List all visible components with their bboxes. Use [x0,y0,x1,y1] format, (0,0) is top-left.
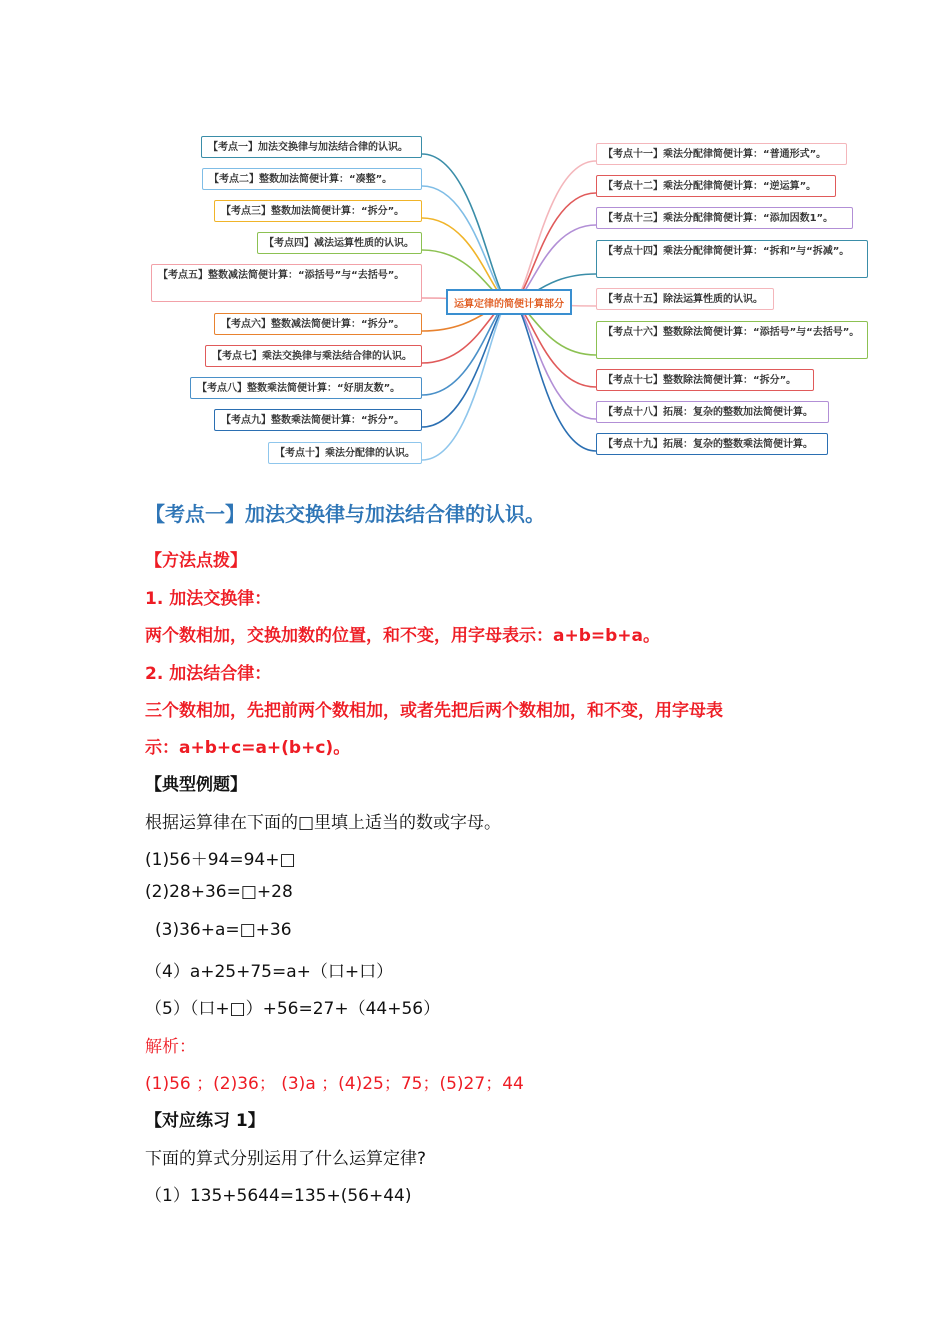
question-4: （4）a+25+75=a+（口+口） [145,962,394,982]
rule2-text-line1: 三个数相加，先把前两个数相加，或者先把后两个数相加，和不变，用字母表 [145,701,723,721]
connector-left-9 [422,302,510,427]
mind-map-node-left-8: 【考点八】整数乘法简便计算：“好朋友数”。 [190,377,422,399]
connector-left-2 [422,186,510,302]
rule1-text: 两个数相加，交换加数的位置，和不变，用字母表示：a+b=b+a。 [145,626,661,646]
mind-map-node-right-9: 【考点十九】拓展：复杂的整数乘法简便计算。 [596,433,828,455]
method-title: 【方法点拨】 [145,551,247,571]
example-prompt: 根据运算律在下面的□里填上适当的数或字母。 [145,813,502,833]
mind-map-node-right-3: 【考点十三】乘法分配律简便计算：“添加因数1”。 [596,207,853,229]
mind-map-node-right-2: 【考点十二】乘法分配律简便计算：“逆运算”。 [596,175,836,197]
question-3: (3)36+a=□+36 [155,920,292,940]
mind-map-node-left-10: 【考点十】乘法分配律的认识。 [268,442,422,464]
rule1-title: 1. 加法交换律： [145,589,272,609]
question-2: (2)28+36=□+28 [145,882,293,902]
mind-map [0,0,950,480]
mind-map-center: 运算定律的简便计算部分 [446,289,572,315]
analysis-label: 解析： [145,1037,196,1057]
example-title: 【典型例题】 [145,775,247,795]
mind-map-node-right-6: 【考点十六】整数除法简便计算：“添括号”与“去括号”。 [596,321,868,359]
rule2-text-line2: 示：a+b+c=a+(b+c)。 [145,738,351,758]
rule2-title: 2. 加法结合律： [145,664,272,684]
question-5: （5）（口+□）+56=27+（44+56） [145,999,441,1019]
practice-item-1: （1）135+5644=135+(56+44) [145,1186,412,1206]
mind-map-node-right-8: 【考点十八】拓展：复杂的整数加法简便计算。 [596,401,829,423]
mind-map-node-left-4: 【考点四】减法运算性质的认识。 [257,232,422,254]
mind-map-node-left-6: 【考点六】整数减法简便计算：“拆分”。 [214,313,422,335]
connector-right-2 [512,193,596,302]
mind-map-node-left-7: 【考点七】乘法交换律与乘法结合律的认识。 [205,345,422,367]
connector-right-9 [512,302,596,451]
practice-title: 【对应练习 1】 [145,1111,265,1131]
mind-map-node-left-1: 【考点一】加法交换律与加法结合律的认识。 [201,136,422,158]
section-heading: 【考点一】加法交换律与加法结合律的认识。 [145,502,545,526]
practice-prompt: 下面的算式分别运用了什么运算定律? [145,1149,427,1169]
mind-map-node-left-3: 【考点三】整数加法简便计算：“拆分”。 [214,200,422,222]
mind-map-node-right-5: 【考点十五】除法运算性质的认识。 [596,288,774,310]
connector-right-8 [512,302,596,419]
mind-map-node-left-9: 【考点九】整数乘法简便计算：“拆分”。 [214,409,422,431]
mind-map-node-left-5: 【考点五】整数减法简便计算：“添括号”与“去括号”。 [151,264,422,302]
mind-map-node-right-7: 【考点十七】整数除法简便计算：“拆分”。 [596,369,814,391]
connector-left-10 [422,302,510,460]
mind-map-node-right-1: 【考点十一】乘法分配律简便计算：“普通形式”。 [596,143,847,165]
connector-right-1 [512,161,596,302]
mind-map-node-right-4: 【考点十四】乘法分配律简便计算：“拆和”与“拆减”。 [596,240,868,278]
question-1: (1)56＋94=94+□ [145,850,296,870]
mind-map-node-left-2: 【考点二】整数加法简便计算：“凑整”。 [202,168,422,190]
connector-left-8 [422,302,510,395]
connector-left-1 [422,154,510,302]
answers: (1)56 ；(2)36； (3)a ；(4)25；75；(5)27；44 [145,1074,524,1094]
